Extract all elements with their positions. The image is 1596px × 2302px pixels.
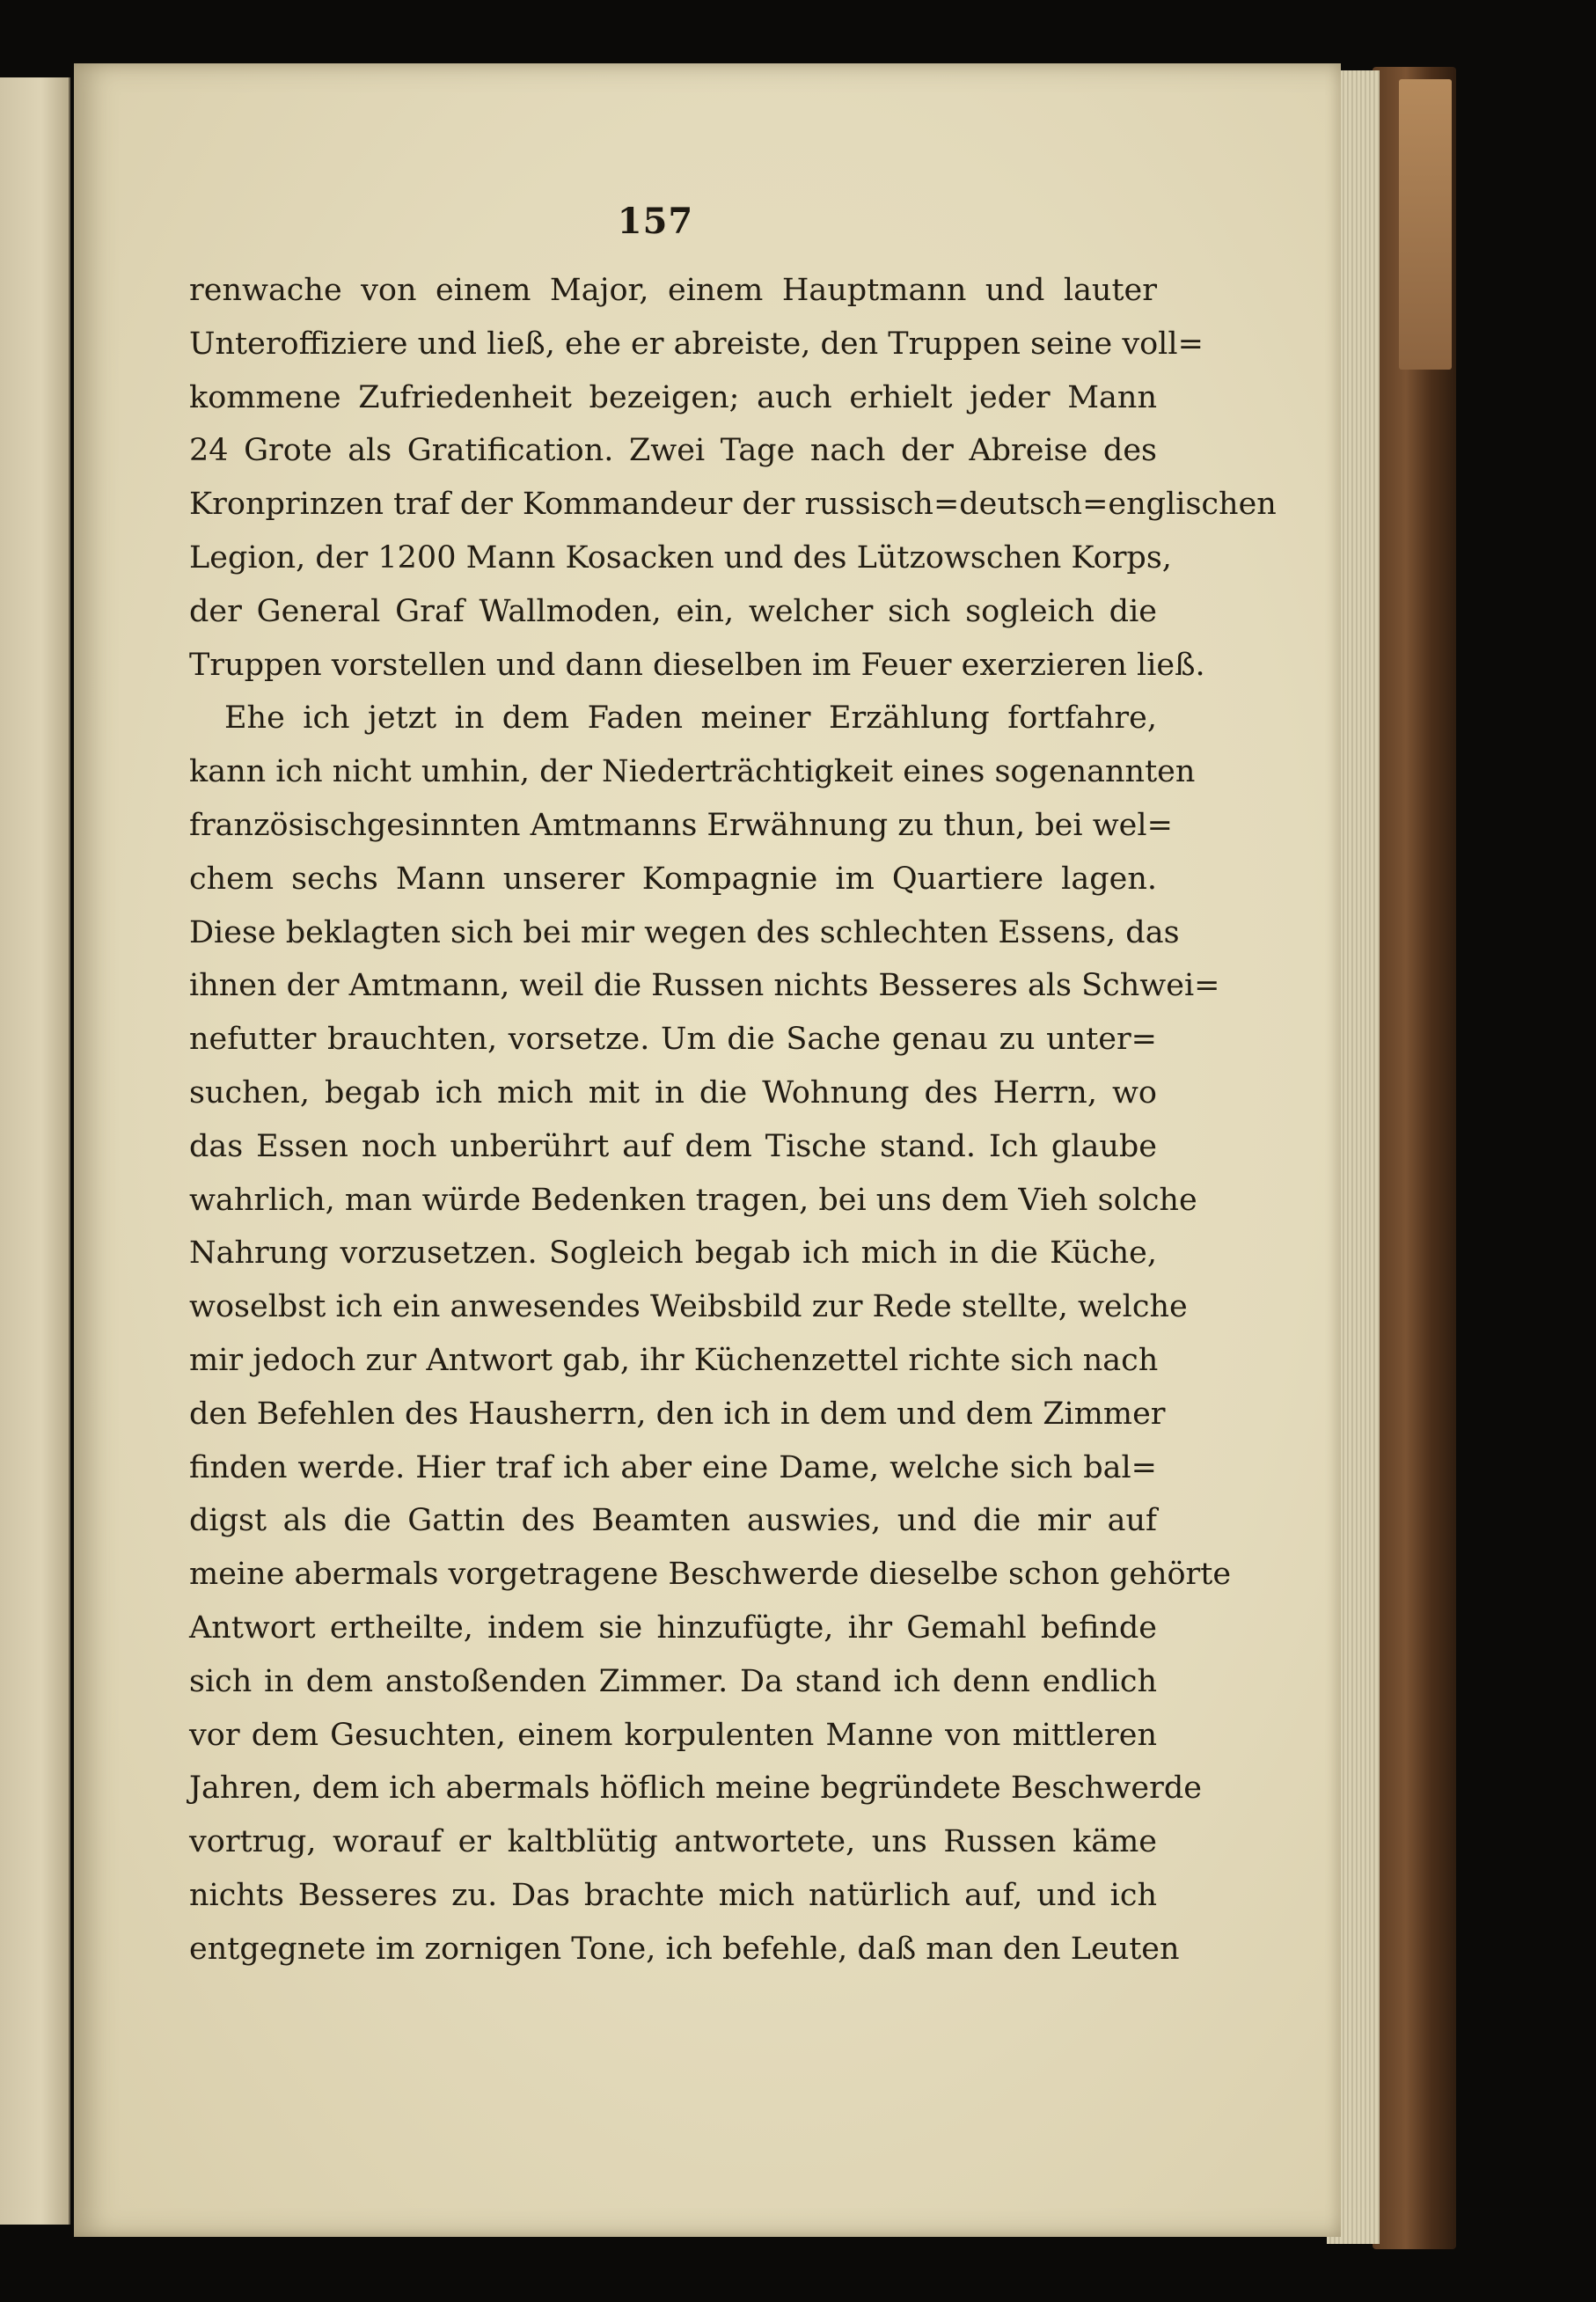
text-line: das Essen noch unberührt auf dem Tische stand. Ich glaube (189, 1128, 1157, 1164)
text-line: finden werde. Hier traf ich aber eine Dame, welche sich bal= (189, 1449, 1157, 1485)
text-line: digst als die Gattin des Beamten auswies, und die mir auf (189, 1503, 1157, 1539)
text-line: Unteroffiziere und ließ, ehe er abreiste, den Truppen seine voll= (189, 326, 1204, 362)
text-line: Kronprinzen traf der Kommandeur der russisch=deutsch=englischen (189, 487, 1277, 523)
text-line: vor dem Gesuchten, einem korpulenten Manne von mittleren (189, 1717, 1157, 1753)
text-line-paragraph-start: Ehe ich jetzt in dem Faden meiner Erzählung fortfahre, (224, 700, 1157, 737)
text-line: ihnen der Amtmann, weil die Russen nichts Besseres als Schwei= (189, 968, 1220, 1004)
text-line: Truppen vorstellen und dann dieselben im Feuer exerzieren ließ. (189, 647, 1205, 683)
text-line: vortrug, worauf er kaltblütig antwortete, uns Russen käme (189, 1824, 1157, 1860)
left-page-edge (0, 77, 70, 2225)
body-text (189, 264, 1277, 1976)
text-line: nefutter brauchten, vorsetze. Um die Sache genau zu unter= (189, 1022, 1157, 1058)
text-line: woselbst ich ein anwesendes Weibsbild zur Rede stellte, welche (189, 1289, 1188, 1325)
text-line: Jahren, dem ich abermals höflich meine begründete Beschwerde (189, 1770, 1202, 1807)
text-line: nichts Besseres zu. Das brachte mich natürlich auf, und ich (189, 1877, 1157, 1913)
text-line: Legion, der 1200 Mann Kosacken und des Lützowschen Korps, (189, 539, 1172, 576)
text-line: französischgesinnten Amtmanns Erwähnung zu thun, bei wel= (189, 807, 1173, 843)
book-cover (1373, 67, 1456, 2249)
text-line: kann ich nicht umhin, der Niederträchtigkeit eines sogenannten (189, 754, 1196, 790)
text-line: chem sechs Mann unserer Kompagnie im Quartiere lagen. (189, 861, 1157, 897)
text-line: kommene Zufriedenheit bezeigen; auch erhielt jeder Mann (189, 379, 1157, 415)
text-line: renwache von einem Major, einem Hauptmann und lauter (189, 273, 1157, 308)
text-line: suchen, begab ich mich mit in die Wohnung des Herrn, wo (189, 1074, 1157, 1111)
page-number: 157 (617, 201, 694, 242)
text-line: Antwort ertheilte, indem sie hinzufügte, ihr Gemahl befinde (189, 1609, 1157, 1646)
text-line: wahrlich, man würde Bedenken tragen, bei uns dem Vieh solche (189, 1182, 1197, 1218)
book-cover-corner (1399, 79, 1452, 370)
text-line: der General Graf Wallmoden, ein, welcher sich sogleich die (189, 593, 1157, 629)
text-line: Nahrung vorzusetzen. Sogleich begab ich mich in die Küche, (189, 1235, 1157, 1272)
text-line: meine abermals vorgetragene Beschwerde dieselbe schon gehörte (189, 1557, 1232, 1593)
text-line: sich in dem anstoßenden Zimmer. Da stand ich denn endlich (189, 1663, 1157, 1699)
text-line: Diese beklagten sich bei mir wegen des schlechten Essens, das (189, 914, 1180, 950)
text-line: entgegnete im zornigen Tone, ich befehle, daß man den Leuten (189, 1931, 1180, 1967)
text-line: mir jedoch zur Antwort gab, ihr Küchenzettel richte sich nach (189, 1342, 1159, 1378)
text-line: 24 Grote als Gratification. Zwei Tage nach der Abreise des (189, 433, 1157, 469)
text-line: den Befehlen des Hausherrn, den ich in dem und dem Zimmer (189, 1396, 1166, 1432)
